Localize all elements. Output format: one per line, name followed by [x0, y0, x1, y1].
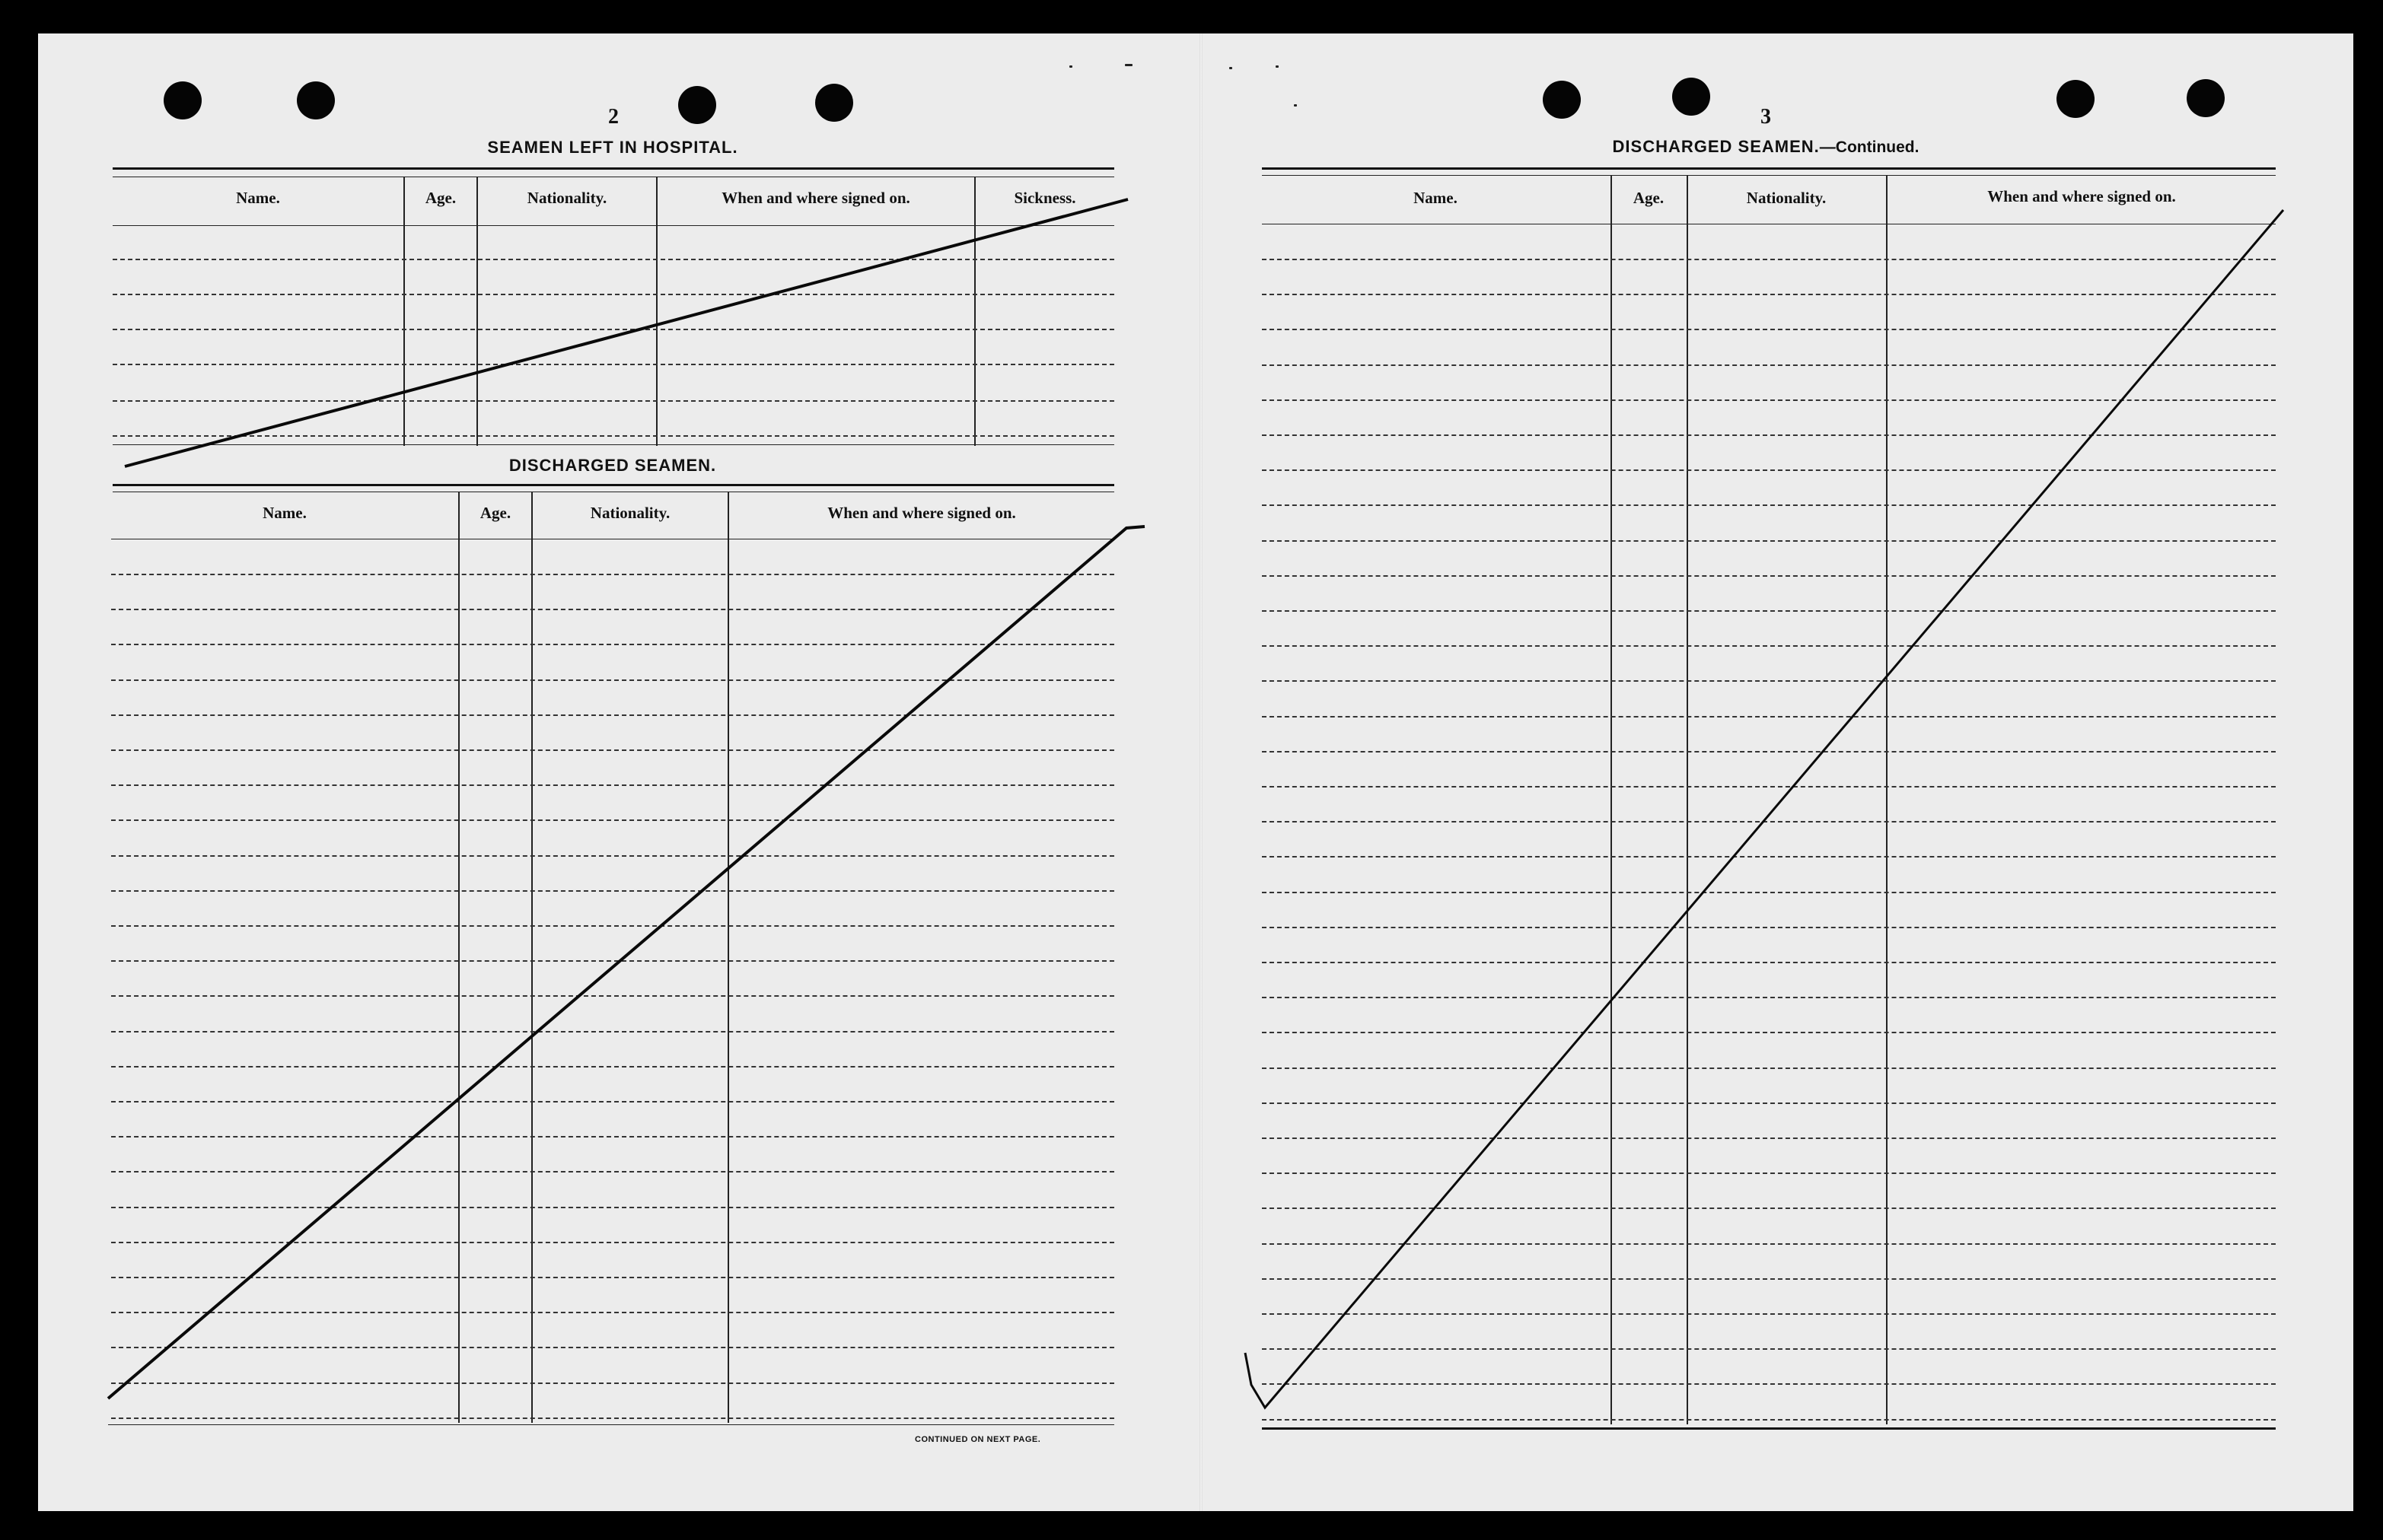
hospital-section-title: SEAMEN LEFT IN HOSPITAL. [487, 138, 738, 157]
right-col-signed-on: When and where signed on. [1987, 187, 2176, 205]
page-number-left: 2 [608, 105, 619, 129]
right-col-nationality: Nationality. [1746, 189, 1827, 207]
discharged-col-signed-on: When and where signed on. [827, 504, 1016, 522]
page-number-right: 3 [1760, 105, 1771, 129]
discharged-col-nationality: Nationality. [590, 504, 671, 522]
hospital-col-nationality: Nationality. [527, 189, 607, 207]
hospital-col-age: Age. [425, 189, 457, 207]
discharged-col-age: Age. [479, 504, 511, 522]
hospital-col-sickness: Sickness. [1014, 189, 1076, 207]
right-col-name: Name. [1413, 189, 1458, 207]
continued-note: CONTINUED ON NEXT PAGE. [915, 1435, 1041, 1444]
hospital-col-signed-on: When and where signed on. [722, 189, 910, 207]
discharged-cancel-stroke-left [108, 527, 1145, 1398]
right-col-age: Age. [1633, 189, 1665, 207]
discharged-cancel-stroke-right [1245, 210, 2283, 1408]
discharged-section-title: DISCHARGED SEAMEN. [508, 456, 717, 475]
hospital-col-name: Name. [236, 189, 280, 207]
hospital-cancel-stroke [125, 199, 1128, 466]
discharged-col-name: Name. [263, 504, 307, 522]
right-section-title-suffix: —Continued. [1819, 138, 1919, 156]
right-section-title-main: DISCHARGED SEAMEN. [1612, 137, 1820, 156]
